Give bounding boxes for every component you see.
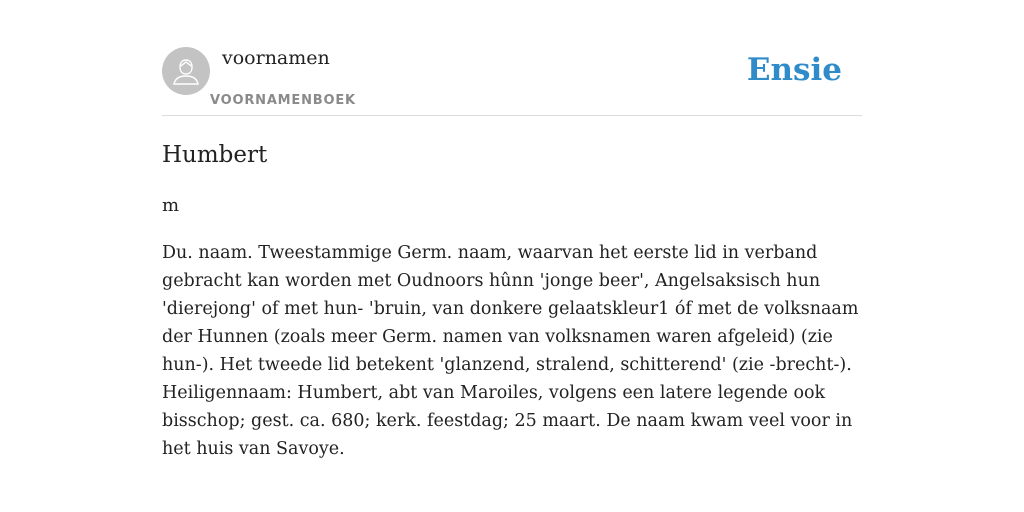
source-name[interactable]: VOORNAMENBOEK <box>210 93 356 108</box>
entry-gender: m <box>162 195 180 216</box>
entry-definition: Du. naam. Tweestammige Germ. naam, waarvan het eerste lid in verband gebracht kan worden met Oudnoors hûnn 'jonge beer', Angelsaksisch hun 'dierejong' of met hun- 'bruin, van donkere gelaatskleur1 óf met de volksnaam der Hunnen (zoals meer Germ. namen van volksnamen waren afgeleid) (zie hun-). Het tweede lid betekent 'glanzend, stralend, schitterend' (zie -brecht-). Heiligennaam: Humbert, abt van Maroiles, volgens een latere legende ook bisschop; gest. ca. 680; kerk. feestdag; 25 maart. De naam kwam veel voor in het huis van Savoye. <box>162 243 859 459</box>
content-container <box>162 0 862 459</box>
header <box>162 0 862 116</box>
entry-title: Humbert <box>162 142 268 168</box>
ensie-logo[interactable]: Ensie <box>746 52 842 88</box>
user-avatar-icon[interactable] <box>162 47 210 95</box>
author-name[interactable]: voornamen <box>222 47 330 69</box>
